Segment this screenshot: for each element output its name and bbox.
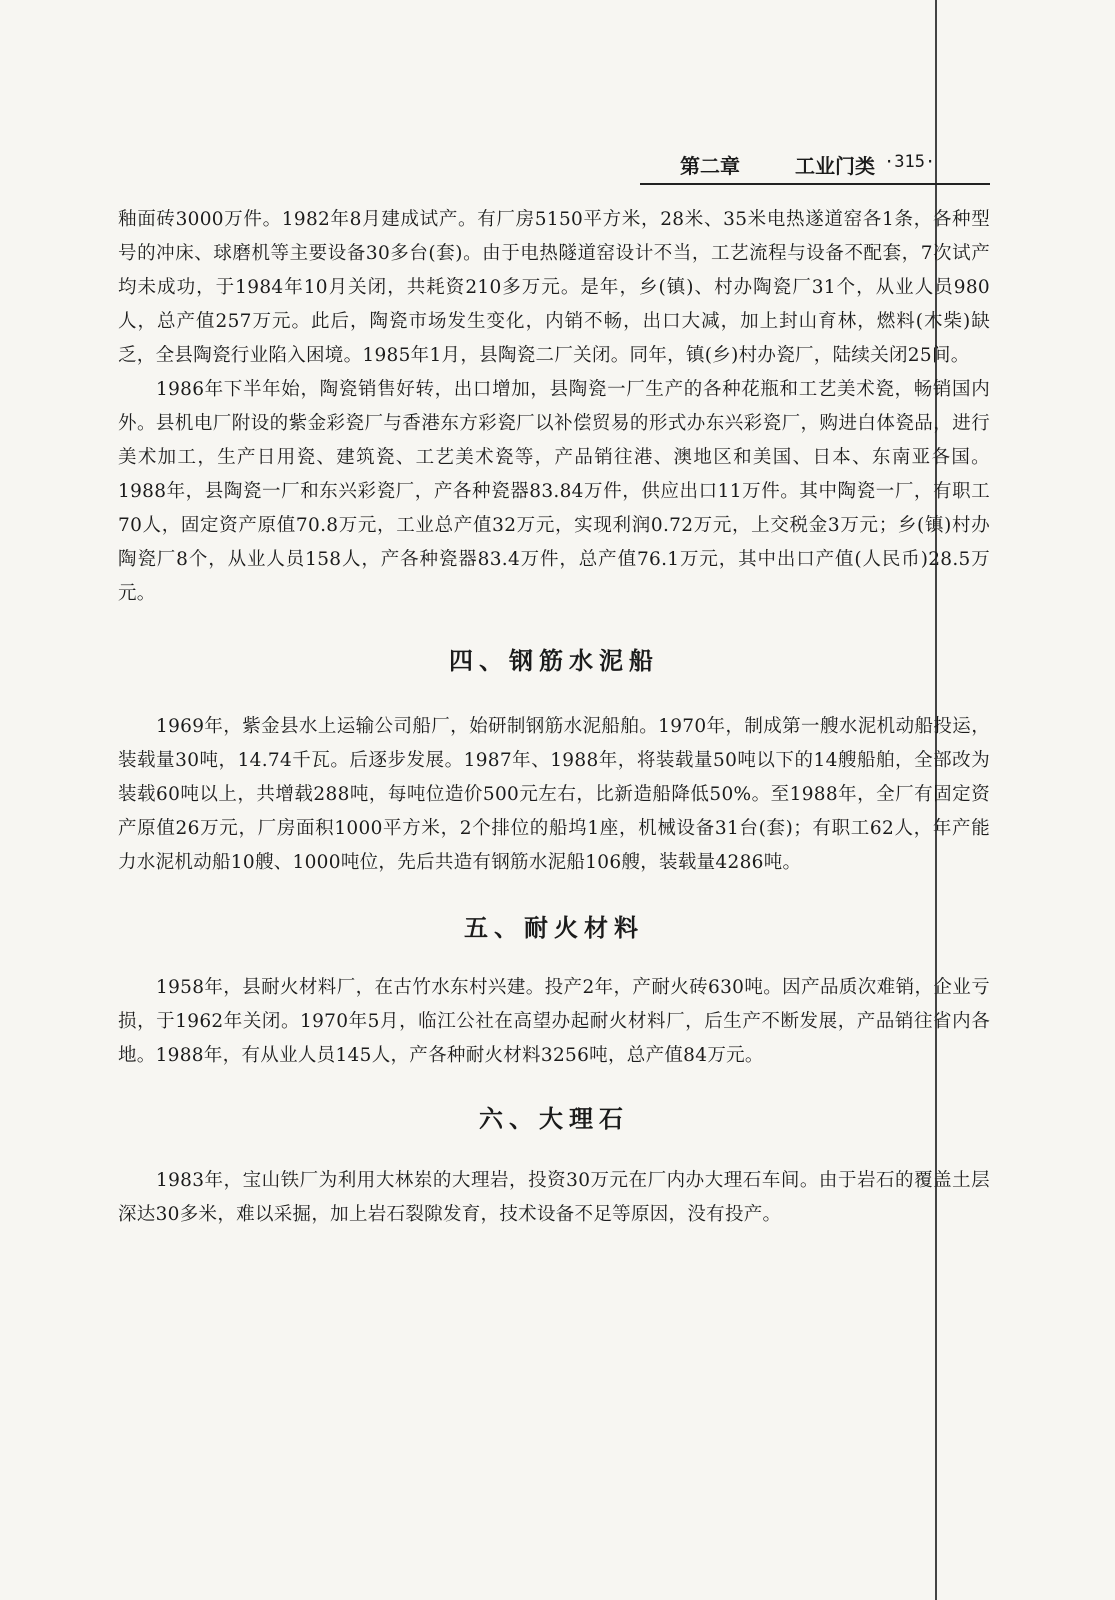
paragraph-marble: 1983年，宝山铁厂为利用大林岽的大理岩，投资30万元在厂内办大理石车间。由于岩石的覆盖土层深达30多米，难以采掘，加上岩石裂隙发育，技术设备不足等原因，没有投产。 [118, 1170, 990, 1225]
category-label: 工业门类 [795, 154, 875, 178]
section-title-marble: 六、大理石 [479, 1104, 629, 1133]
paragraph-refractory: 1958年，县耐火材料厂，在古竹水东村兴建。投产2年，产耐火砖630吨。因产品质次难销，企业亏损，于1962年关闭。1970年5月，临江公社在高望办起耐火材料厂，后生产不断发展，产品销往省内各地。1988年，有从业人员145人，产各种耐火材料3256吨，总产值84万元。 [118, 977, 990, 1066]
section-title-concrete-boats: 四、钢筋水泥船 [449, 646, 659, 675]
header-rule [640, 183, 990, 185]
body-text [118, 203, 990, 1232]
page-number: ·315· [884, 152, 936, 172]
paragraph-concrete-boats: 1969年，紫金县水上运输公司船厂，始研制钢筋水泥船舶。1970年，制成第一艘水泥机动船投运，装载量30吨，14.74千瓦。后逐步发展。1987年、1988年，将装载量50吨以下的14艘船舶，全部改为装载60吨以上，共增载288吨，每吨位造价500元左右，比新造船降低50%。至1988年，全厂有固定资产原值26万元，厂房面积1000平方米，2个排位的船坞1座，机械设备31台(套)；有职工62人，年产能力水泥机动船10艘、1000吨位，先后共造有钢筋水泥船106艘，装载量4286吨。 [118, 716, 990, 873]
section-title-refractory: 五、耐火材料 [464, 913, 644, 942]
paragraph-ceramics-2: 1986年下半年始，陶瓷销售好转，出口增加，县陶瓷一厂生产的各种花瓶和工艺美术瓷，畅销国内外。县机电厂附设的紫金彩瓷厂与香港东方彩瓷厂以补偿贸易的形式办东兴彩瓷厂，购进白体瓷品，进行美术加工，生产日用瓷、建筑瓷、工艺美术瓷等，产品销往港、澳地区和美国、日本、东南亚各国。1988年，县陶瓷一厂和东兴彩瓷厂，产各种瓷器83.84万件，供应出口11万件。其中陶瓷一厂，有职工70人，固定资产原值70.8万元，工业总产值32万元，实现利润0.72万元，上交税金3万元；乡(镇)村办陶瓷厂8个，从业人员158人，产各种瓷器83.4万件，总产值76.1万元，其中出口产值(人民币)28.5万元。 [118, 379, 990, 604]
running-header [680, 148, 980, 182]
paragraph-ceramics-1: 釉面砖3000万件。1982年8月建成试产。有厂房5150平方米，28米、35米电热遂道窑各1条，各种型号的冲床、球磨机等主要设备30多台(套)。由于电热隧道窑设计不当，工艺流程与设备不配套，7次试产均未成功，于1984年10月关闭，共耗资210多万元。是年，乡(镇)、村办陶瓷厂31个，从业人员980人，总产值257万元。此后，陶瓷市场发生变化，内销不畅，出口大减，加上封山育林，燃料(木柴)缺乏，全县陶瓷行业陷入困境。1985年1月，县陶瓷二厂关闭。同年，镇(乡)村办瓷厂，陆续关闭25间。 [118, 209, 990, 366]
chapter-label: 第二章 [680, 154, 740, 178]
